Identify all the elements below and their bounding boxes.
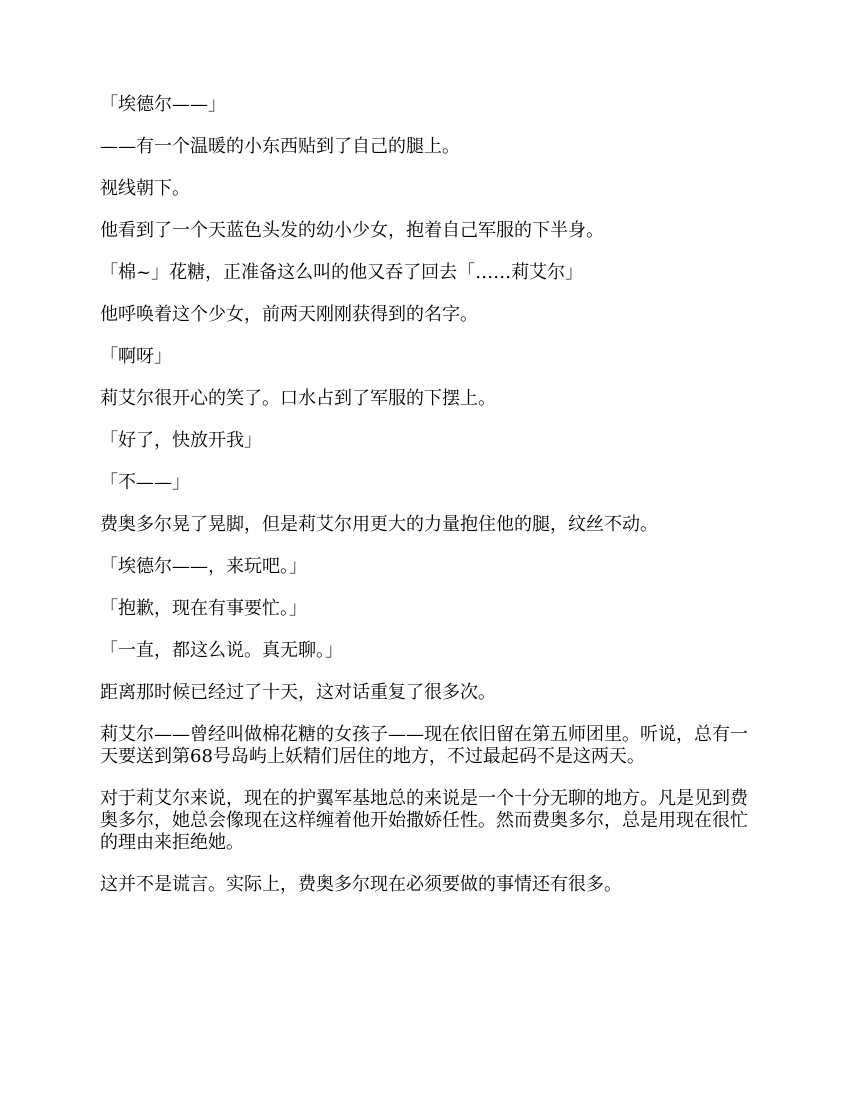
paragraph: 他看到了一个天蓝色头发的幼小少女，抱着自己军服的下半身。 — [100, 220, 604, 241]
paragraph: 莉艾尔——曾经叫做棉花糖的女孩子——现在依旧留在第五师团里。听说，总有一天要送到第68号岛屿上妖精们居住的地方，不过最起码不是这两天。 — [100, 724, 748, 767]
paragraph: 「啊呀」 — [100, 346, 172, 367]
paragraph: 他呼唤着这个少女，前两天刚刚获得到的名字。 — [100, 304, 478, 325]
paragraph: 视线朝下。 — [100, 178, 190, 199]
paragraph: 「埃德尔——」 — [100, 94, 226, 115]
paragraph: 「棉~」花糖，正准备这么叫的他又吞了回去「……莉艾尔」 — [100, 262, 584, 283]
paragraph: 「好了，快放开我」 — [100, 430, 262, 451]
paragraph: 对于莉艾尔来说，现在的护翼军基地总的来说是一个十分无聊的地方。凡是见到费奥多尔，她总会像现在这样缠着他开始撒娇任性。然而费奥多尔，总是用现在很忙的理由来拒绝她。 — [100, 788, 748, 853]
paragraph: 这并不是谎言。实际上，费奥多尔现在必须要做的事情还有很多。 — [100, 874, 622, 895]
paragraph: 「埃德尔——，来玩吧。」 — [100, 556, 307, 577]
paragraph: 费奥多尔晃了晃脚，但是莉艾尔用更大的力量抱住他的腿，纹丝不动。 — [100, 514, 658, 535]
paragraph: ——有一个温暖的小东西贴到了自己的腿上。 — [100, 136, 460, 157]
paragraph: 「一直，都这么说。真无聊。」 — [100, 640, 343, 661]
paragraph: 莉艾尔很开心的笑了。口水占到了军服的下摆上。 — [100, 388, 496, 409]
paragraph: 「不——」 — [100, 472, 190, 493]
paragraph: 距离那时候已经过了十天，这对话重复了很多次。 — [100, 682, 496, 703]
paragraph: 「抱歉，现在有事要忙。」 — [100, 598, 307, 619]
document-body — [100, 94, 752, 916]
